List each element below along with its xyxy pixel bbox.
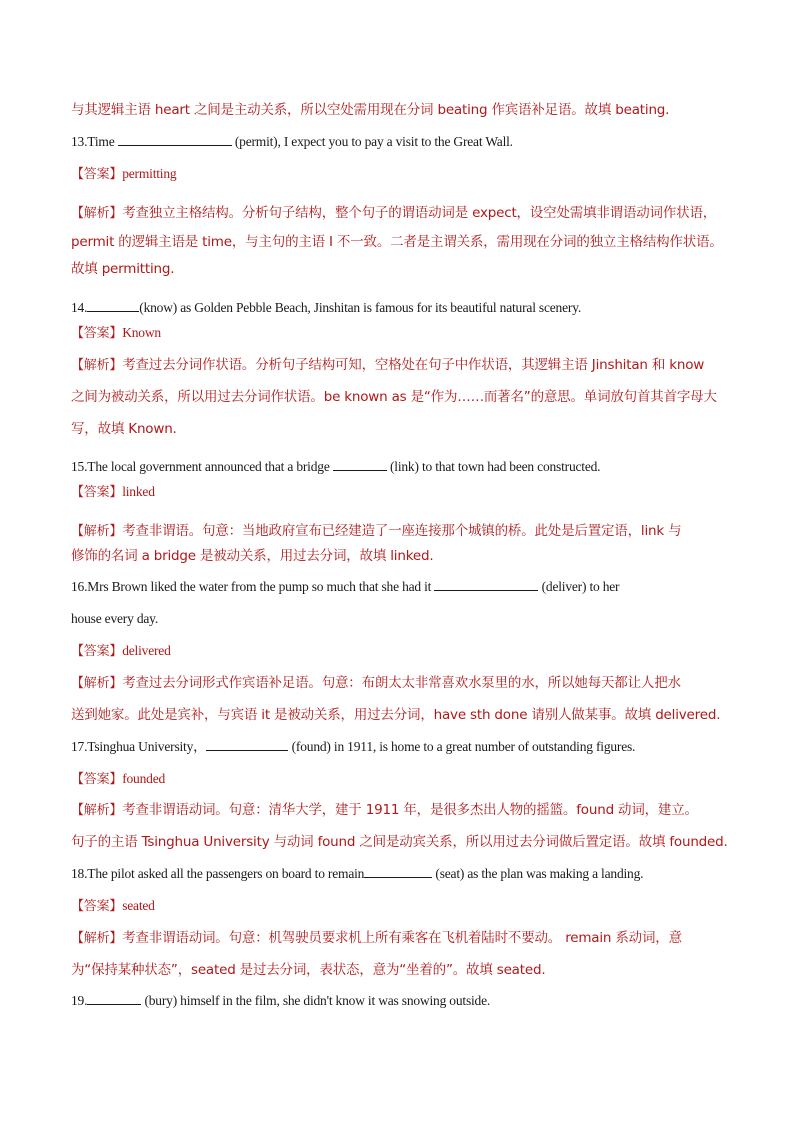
analysis-14-line-1: 【解析】考查过去分词作状语。分析句子结构可知，空格处在句子中作状语，其逻辑主语 Jinshitan 和 know (71, 357, 705, 373)
analysis-14-line-3: 写，故填 Known. (71, 421, 177, 437)
answer-label: 【答案】 (71, 326, 123, 341)
question-18: 18.The pilot asked all the passengers on board to remain (seat) as the plan was making a landing. (71, 866, 644, 881)
analysis-17-line-1: 【解析】考查非谓语动词。句意：清华大学，建于 1911 年，是很多杰出人物的摇篮。found 动词，建立。 (71, 802, 698, 818)
answer-value: seated (122, 898, 155, 913)
answer-blank[interactable] (206, 739, 288, 751)
question-14: 14. (know) as Golden Pebble Beach, Jinshitan is famous for its beautiful natural scenery. (71, 300, 582, 315)
analysis-13-line-1: 【解析】考查独立主格结构。分析句子结构，整个句子的谓语动词是 expect，设空处需填非谓语动词作状语， (71, 205, 717, 221)
answer-13 (71, 166, 176, 183)
answer-blank[interactable] (434, 579, 538, 591)
analysis-16-line-2: 送到她家。此处是宾补，与宾语 it 是被动关系，用过去分词，have sth done 请别人做某事。故填 delivered. (71, 707, 721, 723)
question-19: 19. (bury) himself in the film, she didn't know it was snowing outside. (71, 993, 491, 1008)
answer-label: 【答案】 (71, 772, 123, 787)
answer-blank[interactable] (87, 300, 139, 312)
answer-label: 【答案】 (71, 899, 123, 914)
answer-blank[interactable] (364, 866, 432, 878)
analysis-14-line-2: 之间为被动关系，所以用过去分词作状语。be known as 是“作为……而著名”的意思。单词放句首其首字母大 (71, 389, 717, 405)
question-16: 16.Mrs Brown liked the water from the pump so much that she had it (deliver) to her (71, 579, 620, 594)
answer-value: permitting (122, 166, 177, 181)
answer-blank[interactable] (118, 134, 232, 146)
answer-14 (71, 325, 161, 342)
answer-label: 【答案】 (71, 644, 123, 659)
analysis-16-line-1: 【解析】考查过去分词形式作宾语补足语。句意：布朗太太非常喜欢水泵里的水，所以她每天都让人把水 (71, 675, 681, 691)
analysis-18-line-2: 为“保持某种状态”，seated 是过去分词，表状态，意为“坐着的”。故填 seated. (71, 962, 546, 978)
answer-label: 【答案】 (71, 485, 123, 500)
analysis-label: 【解析】 (71, 358, 123, 373)
question-15: 15.The local government announced that a bridge (link) to that town had been constructed. (71, 459, 601, 474)
analysis-label: 【解析】 (71, 803, 123, 818)
analysis-label: 【解析】 (71, 524, 123, 539)
answer-value: Known (122, 325, 161, 340)
analysis-label: 【解析】 (71, 206, 123, 221)
analysis-label: 【解析】 (71, 931, 123, 946)
analysis-13-line-3: 故填 permitting. (71, 261, 175, 277)
analysis-15-line-1: 【解析】考查非谓语。句意：当地政府宣布已经建造了一座连接那个城镇的桥。此处是后置定语，link 与 (71, 523, 682, 539)
answer-16 (71, 643, 171, 660)
analysis-15-line-2: 修饰的名词 a bridge 是被动关系，用过去分词，故填 linked. (71, 548, 434, 564)
answer-value: delivered (122, 643, 171, 658)
question-17: 17.Tsinghua University， (found) in 1911, is home to a great number of outstanding figures. (71, 739, 636, 754)
analysis-18-line-1: 【解析】考查非谓语动词。句意：机驾驶员要求机上所有乘客在飞机着陆时不要动。 remain 系动词，意 (71, 930, 682, 946)
question-16-line-2: house every day. (71, 611, 159, 626)
answer-blank[interactable] (87, 993, 141, 1005)
answer-value: founded (122, 771, 166, 786)
answer-label: 【答案】 (71, 167, 123, 182)
answer-17 (71, 771, 165, 788)
analysis-13-line-2: permit 的逻辑主语是 time，与主句的主语 I 不一致。二者是主谓关系，需用现在分词的独立主格结构作状语。 (71, 234, 723, 250)
answer-value: linked (122, 484, 155, 499)
question-13: 13.Time (permit), I expect you to pay a visit to the Great Wall. (71, 134, 513, 149)
answer-15 (71, 484, 155, 501)
analysis-label: 【解析】 (71, 676, 123, 691)
analysis-continuation: 与其逻辑主语 heart 之间是主动关系，所以空处需用现在分词 beating 作宾语补足语。故填 beating. (71, 102, 670, 118)
answer-blank[interactable] (333, 459, 387, 471)
answer-18 (71, 898, 155, 915)
analysis-17-line-2: 句子的主语 Tsinghua University 与动词 found 之间是动宾关系，所以用过去分词做后置定语。故填 founded. (71, 834, 728, 850)
